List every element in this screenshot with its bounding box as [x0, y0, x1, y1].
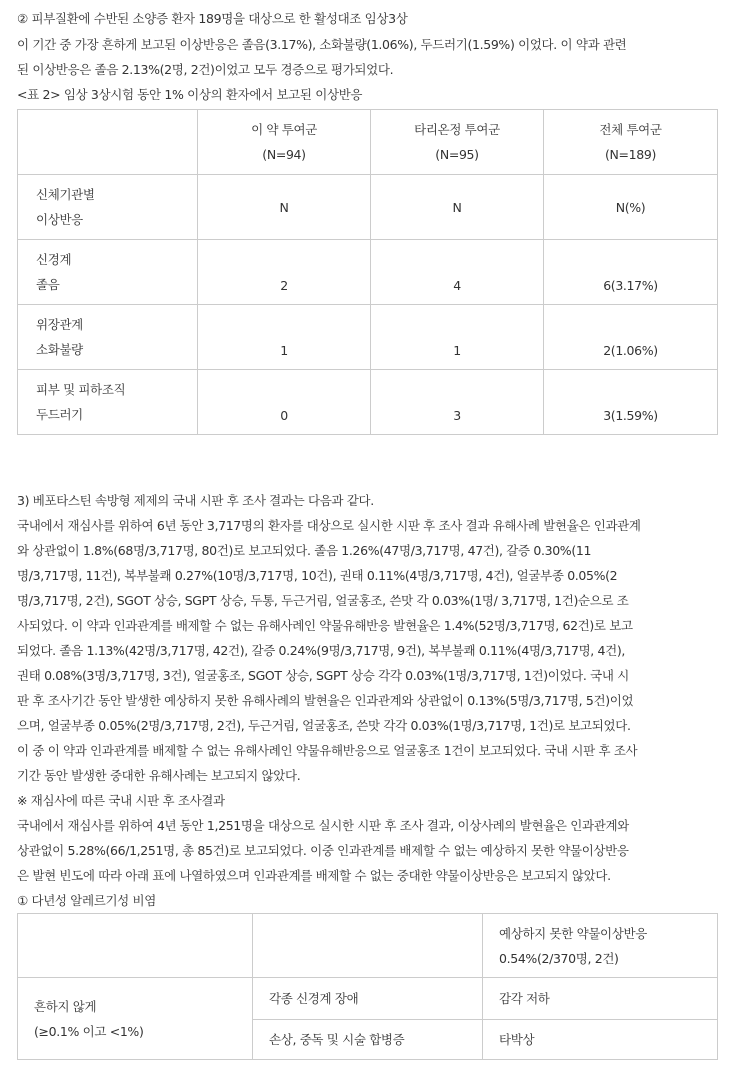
row-subcategory: 소화불량 [36, 342, 83, 357]
category-cell: 손상, 중독 및 시술 합병증 [253, 1020, 483, 1060]
adverse-reactions-table [17, 109, 718, 435]
row-subcategory: 두드러기 [36, 407, 83, 422]
paragraph-line: 명/3,717명, 2건), SGOT 상승, SGPT 상승, 두통, 두근거림, 얼굴홍조, 쓴맛 각 0.03%(1명/ 3,717명, 1건)순으로 조 [17, 593, 629, 608]
value-cell: 2 [198, 240, 371, 305]
value-cell: 2(1.06%) [544, 305, 718, 370]
value-cell: N [198, 175, 371, 240]
paragraph-line: 은 발현 빈도에 따라 아래 표에 나열하였으며 인과관계를 배제할 수 없는 중대한 약물이상반응은 보고되지 않았다. [17, 868, 611, 883]
table-header-cell [198, 110, 371, 175]
table-caption: <표 2> 임상 3상시험 동안 1% 이상의 환자에서 보고된 이상반응 [17, 87, 363, 102]
paragraph-line: 되었다. 졸음 1.13%(42명/3,717명, 42건), 갈증 0.24%(9명/3,717명, 9건), 복부불쾌 0.11%(4명/3,717명, 4건), [17, 643, 626, 658]
row-category: 위장관계 [36, 317, 83, 332]
table-header-empty-cell [18, 110, 198, 175]
row-category: 신체기관별 [36, 187, 95, 202]
paragraph-line: 판 후 조사기간 동안 발생한 예상하지 못한 유해사례의 발현율은 인과관계와 상관없이 0.13%(5명/3,717명, 5건)이었 [17, 693, 634, 708]
group-name: 전체 투여군 [599, 122, 662, 137]
table-header-cell [544, 110, 718, 175]
row-label-cell [18, 305, 198, 370]
paragraph-line: 된 이상반응은 졸음 2.13%(2명, 2건)이었고 모두 경증으로 평가되었다. [17, 62, 394, 77]
group-n: (N=94) [262, 147, 306, 162]
header-rate: 0.54%(2/370명, 2건) [499, 950, 619, 966]
reaction-cell: 타박상 [483, 1020, 718, 1060]
paragraph-line: 명/3,717명, 11건), 복부불쾌 0.27%(10명/3,717명, 10건), 권태 0.11%(4명/3,717명, 4건), 얼굴부종 0.05%(2 [17, 568, 618, 583]
row-subcategory: 이상반응 [36, 212, 83, 227]
value-cell: 6(3.17%) [544, 240, 718, 305]
value-cell: 0 [198, 370, 371, 435]
group-n: (N=95) [435, 147, 479, 162]
table-row [18, 370, 718, 435]
list-heading: ① 다년성 알레르기성 비염 [17, 893, 156, 908]
paragraph-line: 으며, 얼굴부종 0.05%(2명/3,717명, 2건), 두근거림, 얼굴홍조, 쓴맛 각각 0.03%(1명/3,717명, 1건)로 보고되었다. [17, 718, 631, 733]
paragraph-line: 국내에서 재심사를 위하여 6년 동안 3,717명의 환자를 대상으로 실시한 시판 후 조사 결과 유해사례 발현율은 인과관계 [17, 518, 641, 533]
reaction-cell: 감각 저하 [483, 978, 718, 1020]
paragraph-line: 권태 0.08%(3명/3,717명, 3건), 얼굴홍조, SGOT 상승, SGPT 상승 각각 0.03%(1명/3,717명, 1건)이었다. 국내 시 [17, 668, 629, 683]
table-header-cell [371, 110, 544, 175]
row-category: 피부 및 피하조직 [36, 382, 126, 397]
frequency-label: 흔하지 않게 [34, 998, 97, 1014]
group-name: 이 약 투여군 [251, 122, 317, 137]
value-cell: 4 [371, 240, 544, 305]
value-cell: 1 [371, 305, 544, 370]
table-row [18, 305, 718, 370]
row-category: 신경계 [36, 252, 72, 267]
table-header-empty-cell [253, 914, 483, 978]
unexpected-reactions-table [17, 913, 718, 1060]
table-header-row [18, 110, 718, 175]
row-label-cell [18, 175, 198, 240]
paragraph-line: 와 상관없이 1.8%(68명/3,717명, 80건)로 보고되었다. 졸음 1.26%(47명/3,717명, 47건), 갈증 0.30%(11 [17, 543, 592, 558]
subsection-heading: ※ 재심사에 따른 국내 시판 후 조사결과 [17, 793, 225, 808]
paragraph-line: 국내에서 재심사를 위하여 4년 동안 1,251명을 대상으로 실시한 시판 후 조사 결과, 이상사례의 발현율은 인과관계와 [17, 818, 629, 833]
frequency-cell [18, 978, 253, 1060]
paragraph-line: 이 기간 중 가장 흔하게 보고된 이상반응은 졸음(3.17%), 소화불량(1.06%), 두드러기(1.59%) 이었다. 이 약과 관련 [17, 37, 627, 52]
table-row [18, 978, 718, 1020]
group-n: (N=189) [605, 147, 656, 162]
value-cell: 3(1.59%) [544, 370, 718, 435]
frequency-range: (≥0.1% 이고 <1%) [34, 1023, 144, 1039]
value-cell: N(%) [544, 175, 718, 240]
group-name: 타리온정 투여군 [414, 122, 500, 137]
paragraph-line: 이 중 이 약과 인과관계를 배제할 수 없는 유해사례인 약물유해반응으로 얼굴홍조 1건이 보고되었다. 국내 시판 후 조사 [17, 743, 638, 758]
table-header-row [18, 914, 718, 978]
row-label-cell [18, 370, 198, 435]
value-cell: 1 [198, 305, 371, 370]
table-row [18, 175, 718, 240]
header-title: 예상하지 못한 약물이상반응 [499, 925, 647, 941]
category-cell: 각종 신경계 장애 [253, 978, 483, 1020]
paragraph-line: 사되었다. 이 약과 인과관계를 배제할 수 없는 유해사례인 약물유해반응 발현율은 1.4%(52명/3,717명, 62건)로 보고 [17, 618, 633, 633]
value-cell: N [371, 175, 544, 240]
row-subcategory: 졸음 [36, 277, 60, 292]
table-row [18, 240, 718, 305]
table-header-cell [483, 914, 718, 978]
paragraph-line: 기간 동안 발생한 중대한 유해사례는 보고되지 않았다. [17, 768, 301, 783]
value-cell: 3 [371, 370, 544, 435]
row-label-cell [18, 240, 198, 305]
paragraph-line: 상관없이 5.28%(66/1,251명, 총 85건)로 보고되었다. 이중 인과관계를 배제할 수 없는 예상하지 못한 약물이상반응 [17, 843, 629, 858]
section-heading: ② 피부질환에 수반된 소양증 환자 189명을 대상으로 한 활성대조 임상3상 [17, 11, 408, 26]
table-header-empty-cell [18, 914, 253, 978]
section-heading: 3) 베포타스틴 속방형 제제의 국내 시판 후 조사 결과는 다음과 같다. [17, 493, 374, 508]
